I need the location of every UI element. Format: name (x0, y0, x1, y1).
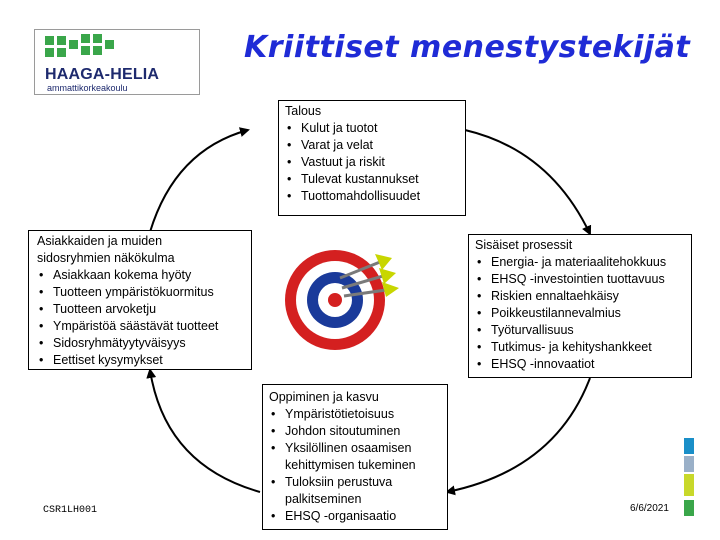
list-item: • Työturvallisuus (475, 322, 685, 339)
list-item: • Ympäristöä säästävät tuotteet (37, 318, 243, 335)
box-learning-heading: Oppiminen ja kasvu (269, 390, 379, 404)
list-item: • Kulut ja tuotot (285, 120, 459, 137)
logo-subtitle: ammattikorkeakoulu (47, 83, 128, 93)
arrow-left-to-top (150, 130, 248, 232)
list-item: • EHSQ -investointien tuottavuus (475, 271, 685, 288)
box-customers-heading-2: sidosryhmien näkökulma (37, 251, 175, 265)
list-item: • Johdon sitoutuminen (269, 423, 441, 440)
logo-name: HAAGA-HELIA (45, 66, 160, 83)
slide-title: Kriittiset menestystekijät (244, 30, 691, 65)
box-internal-processes-heading: Sisäiset prosessit (475, 238, 573, 252)
list-item: • EHSQ -innovaatiot (475, 356, 685, 373)
box-customers (28, 230, 252, 370)
box-learning (262, 384, 448, 530)
list-item: • Poikkeustilannevalmius (475, 305, 685, 322)
list-item: • Energia- ja materiaalitehokkuus (475, 254, 685, 271)
list-item: • Yksilöllinen osaamisen kehittymisen tukeminen (269, 440, 441, 474)
box-finance-heading: Talous (285, 104, 322, 118)
list-item: • Tutkimus- ja kehityshankkeet (475, 339, 685, 356)
list-item: • Riskien ennaltaehkäisy (475, 288, 685, 305)
list-item: • Tulevat kustannukset (285, 171, 459, 188)
box-customers-heading-1: Asiakkaiden ja muiden (37, 234, 163, 248)
arrow-right-to-bottom (447, 378, 590, 492)
list-item: • Tuloksiin perustuva palkitseminen (269, 474, 441, 508)
list-item: • Vastuut ja riskit (285, 154, 459, 171)
list-item: • Sidosryhmätyytyväisyys (37, 335, 243, 352)
list-item: • Tuotteen ympäristökuormitus (37, 284, 243, 301)
list-item: • Tuottomahdollisuudet (285, 188, 459, 205)
box-internal-processes (468, 234, 692, 378)
dartboard-icon (280, 240, 410, 370)
list-item: • Varat ja velat (285, 137, 459, 154)
list-item: • Tuotteen arvoketju (37, 301, 243, 318)
list-item: • Ympäristötietoisuus (269, 406, 441, 423)
list-item: • Asiakkaan kokema hyöty (37, 267, 243, 284)
footer-code: CSR1LH001 (43, 505, 98, 516)
arrow-bottom-to-left (150, 370, 260, 492)
box-finance (278, 100, 466, 216)
arrow-top-to-right (465, 130, 590, 234)
list-item: • Eettiset kysymykset (37, 352, 243, 369)
list-item: • EHSQ -organisaatio (269, 508, 441, 525)
footer-date: 6/6/2021 (630, 503, 669, 514)
